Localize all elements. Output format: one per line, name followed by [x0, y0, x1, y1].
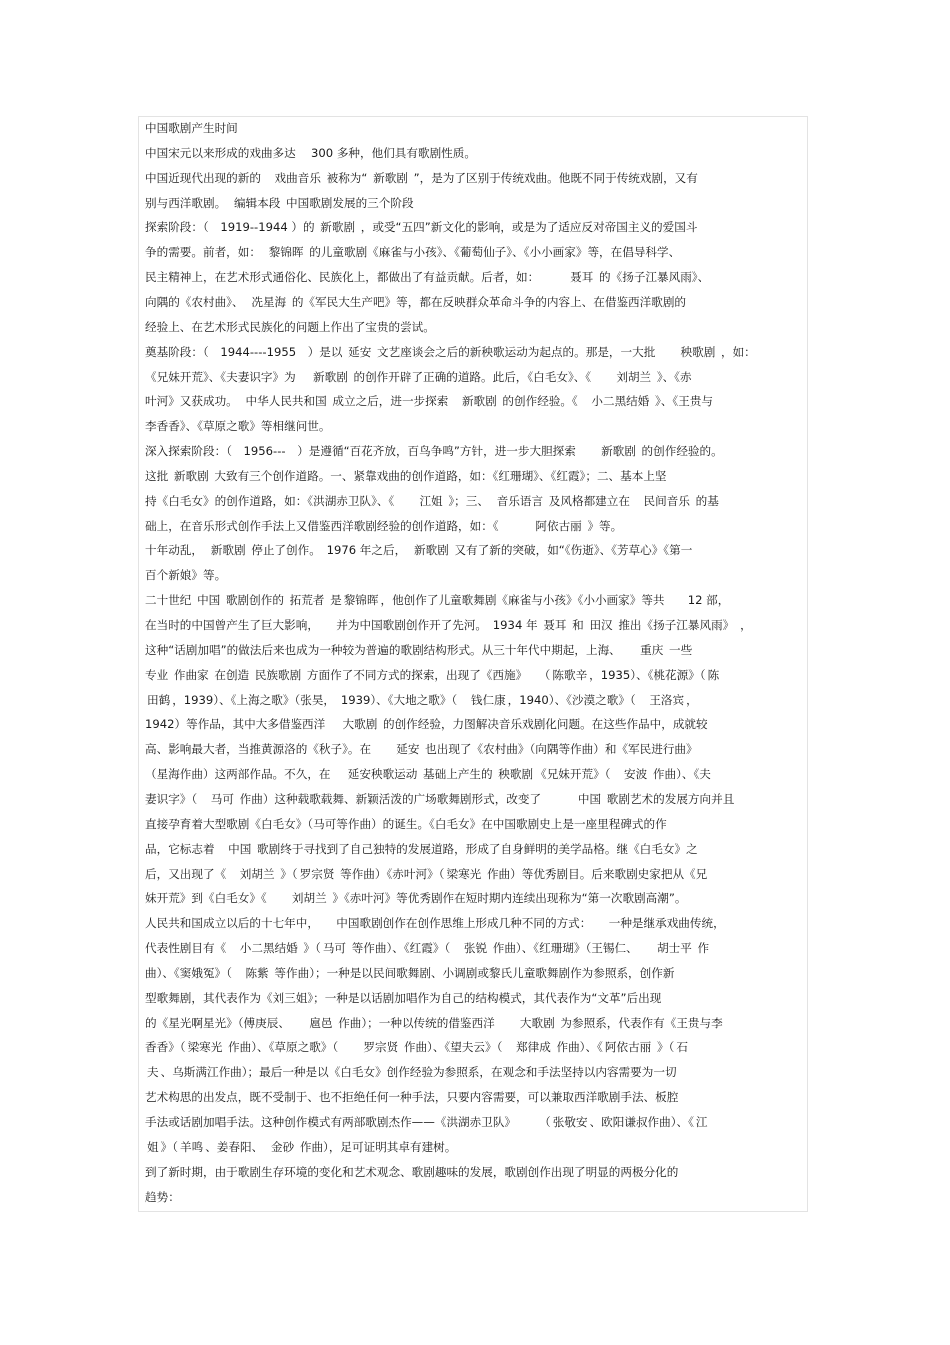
text-segment: ，他创作了儿童歌舞剧《麻雀与小孩》《小小画家》等共 12 部， — [380, 593, 730, 608]
text-line — [145, 370, 803, 384]
hyperlink[interactable]: 民族歌剧 — [254, 667, 302, 682]
hyperlink[interactable]: 田鹤 — [147, 692, 171, 707]
text-segment: 争的需要。前者，如： — [145, 245, 267, 260]
text-line — [145, 693, 803, 707]
text-segment: 歌剧创作的 — [222, 593, 288, 608]
text-segment: 的《军民大生产吧》等，都在反映群众革命斗争的内容上、在借鉴西洋歌剧的 — [288, 294, 687, 309]
hyperlink[interactable]: 阿依古丽 — [604, 1040, 652, 1055]
hyperlink[interactable]: 王洛宾 — [649, 692, 685, 707]
text-line — [145, 1165, 803, 1179]
text-line — [145, 444, 803, 458]
hyperlink[interactable]: 中国 — [228, 841, 252, 856]
text-segment: 经验上、在艺术形式民族化的问题上作出了宝贵的尝试。 — [145, 319, 435, 334]
hyperlink[interactable]: 江 — [695, 1115, 708, 1129]
text-segment: 基础上产生的 — [419, 767, 497, 782]
hyperlink[interactable]: 陈歌辛 — [552, 667, 588, 682]
text-segment: 持《白毛女》的创作道路，如：《洪湖赤卫队》、《 — [145, 493, 418, 508]
hyperlink[interactable]: 大歌剧 — [519, 1015, 555, 1030]
text-line — [145, 394, 803, 408]
hyperlink[interactable]: 田汉 — [589, 618, 613, 632]
text-line — [145, 419, 803, 433]
hyperlink[interactable]: 聂耳 — [543, 618, 567, 632]
hyperlink[interactable]: 黎锦晖 — [268, 245, 304, 260]
text-segment: 的创作经验，力图解决音乐戏剧化问题。在这些作品中，成就较 — [379, 717, 708, 732]
text-segment: 》（ — [653, 1040, 675, 1055]
text-segment: 的创作经验的。 — [637, 444, 723, 459]
text-line — [145, 916, 803, 930]
hyperlink[interactable]: 中国 — [577, 791, 602, 806]
text-segment: （星海作曲）这两部作品。不久，在 — [145, 767, 346, 782]
text-segment: ， — [686, 692, 698, 707]
text-segment: 作 — [693, 941, 710, 956]
text-segment: 被称为“ — [322, 170, 372, 185]
text-segment: 曲）、《窦娥冤》（ — [145, 965, 244, 980]
text-segment: 和 — [568, 618, 588, 632]
text-segment: 》（ — [299, 941, 321, 956]
text-segment: 作曲），足可证明其卓有建树。 — [296, 1139, 457, 1154]
hyperlink[interactable]: 聂耳 — [570, 270, 594, 285]
text-segment: 中国歌剧产生时间 — [145, 121, 238, 135]
text-line — [145, 1040, 803, 1054]
text-line — [145, 891, 803, 905]
hyperlink[interactable]: 刘胡兰 — [291, 891, 327, 906]
text-segment: 歌剧终于寻找到了自己独特的发展道路，形成了自身鲜明的美学品格。继《白毛女》之 — [253, 841, 698, 856]
text-segment: 》《赤叶河》等优秀剧作在短时期内连续出现称为“第一次歌剧高潮”。 — [328, 891, 687, 906]
text-line — [145, 320, 803, 334]
text-line — [145, 270, 803, 284]
text-segment: 作曲）、《草原之歌》（ — [224, 1040, 362, 1055]
document-page — [138, 116, 808, 1212]
text-segment: 为参照系，代表作有《王贵与李 — [556, 1015, 723, 1030]
hyperlink[interactable]: 马可 — [322, 941, 347, 956]
text-line — [145, 966, 803, 980]
hyperlink[interactable]: 阿依古丽 — [535, 518, 582, 533]
text-segment: 李香香》、《草原之歌》等相继问世。 — [145, 419, 331, 434]
hyperlink[interactable]: 马可 — [210, 791, 234, 806]
hyperlink[interactable]: 戏曲音乐 — [274, 170, 321, 185]
text-line — [145, 1115, 803, 1129]
text-line — [145, 1190, 803, 1204]
hyperlink[interactable]: 延安秧歌运动 — [347, 767, 418, 782]
hyperlink[interactable]: 延安 — [396, 742, 420, 757]
hyperlink[interactable]: 郑律成 — [516, 1040, 551, 1055]
text-segment: 这批 — [145, 468, 172, 483]
text-segment: 的创作经验。《 — [498, 394, 590, 409]
hyperlink[interactable]: 安波 — [624, 767, 648, 782]
text-segment: 百个新娘》等。 — [145, 568, 227, 583]
text-segment: 在当时的中国曾产生了巨大影响， 并为中国歌剧创作开了先河。 1934 年 — [145, 618, 542, 632]
text-segment: 文艺座谈会之后的新秧歌运动为起点的。那是，一大批 — [373, 344, 679, 359]
hyperlink[interactable]: 作曲家 — [173, 667, 209, 682]
text-segment: 叶河》又获成功。 — [145, 394, 244, 409]
text-line — [145, 494, 803, 508]
hyperlink[interactable]: 新歌剧 — [601, 444, 636, 459]
hyperlink[interactable]: 刘胡兰 — [239, 866, 275, 881]
text-segment: 别与西洋歌剧。 — [145, 195, 232, 210]
text-line — [145, 1140, 803, 1154]
text-segment: 的《星光啊星光》（傅庚辰、 — [145, 1015, 308, 1030]
text-segment: 在创造 — [210, 667, 253, 682]
text-segment: 中国宋元以来形成的戏曲多达 300 多种，他们具有歌剧性质。 — [145, 145, 476, 160]
text-segment: 停止了创作。 1976 年之后， — [247, 543, 412, 558]
hyperlink[interactable]: 音乐语言 — [496, 493, 544, 508]
text-segment: 、欧阳谦叔作曲）、《 — [589, 1115, 694, 1129]
hyperlink[interactable]: 冼星海 — [251, 294, 287, 309]
text-line — [145, 245, 803, 259]
text-segment: 手法或话剧加唱手法。这种创作模式有两部歌剧杰作——《洪湖赤卫队》 （ — [145, 1115, 551, 1129]
hyperlink[interactable]: 江姐 — [419, 493, 443, 508]
text-line — [145, 543, 803, 557]
hyperlink[interactable]: 中国 — [197, 593, 221, 608]
hyperlink[interactable]: 羊鸣 — [180, 1139, 204, 1154]
text-line — [145, 867, 803, 881]
text-segment: 的基 — [691, 493, 719, 508]
hyperlink[interactable]: 罗宗贤 — [363, 1040, 399, 1055]
text-segment: 十年动乱， — [145, 543, 209, 558]
text-line — [145, 171, 803, 185]
text-line — [145, 941, 803, 955]
hyperlink[interactable]: 小二黑结婚 — [591, 394, 650, 409]
hyperlink[interactable]: 民间音乐 — [643, 493, 690, 508]
text-segment: 的儿童歌剧《麻雀与小孩》、《葡萄仙子》、《小小画家》等，在倡导科学、 — [305, 245, 681, 260]
text-segment: 歌剧艺术的发展方向并且 — [603, 791, 735, 806]
text-line — [145, 643, 803, 657]
text-segment: 直接孕育着大型歌剧《白毛女》（马可等作曲）的诞生。《白毛女》在中国歌剧史上是一座里程碑式的作 — [145, 816, 667, 831]
hyperlink[interactable]: 新歌剧 — [413, 543, 449, 558]
text-segment: 《兄妹开荒》、《夫妻识字》为 — [145, 369, 311, 384]
hyperlink[interactable]: 钱仁康 — [470, 692, 506, 707]
text-line — [145, 568, 803, 582]
text-segment: 中国近现代出现的新的 — [145, 170, 273, 185]
text-line — [145, 991, 803, 1005]
hyperlink[interactable]: 金砂 — [270, 1139, 295, 1154]
text-segment: 妻识字》（ — [145, 791, 209, 806]
text-segment: ，1935）、《桃花源》（ — [589, 667, 706, 682]
text-line — [145, 842, 803, 856]
text-segment: 中国歌剧发展的三个阶段 — [282, 195, 414, 210]
hyperlink[interactable]: 罗宗贤 — [299, 866, 335, 881]
text-segment: 、姜春阳、 — [205, 1139, 269, 1154]
hyperlink[interactable]: 拓荒者 — [289, 593, 325, 608]
text-line — [145, 618, 803, 632]
hyperlink[interactable]: 扈邑 — [309, 1015, 333, 1030]
text-segment: 成立之后，进一步探索 — [328, 394, 460, 409]
hyperlink[interactable]: 新歌剧 — [313, 369, 348, 384]
text-segment: 》、《王贵与 — [651, 394, 714, 409]
hyperlink[interactable]: 张敬安 — [552, 1115, 588, 1129]
text-segment: 等作曲）《赤叶河》（ — [336, 866, 445, 881]
text-segment: 方面作了不同方式的探索，出现了《西施》 （ — [303, 667, 551, 682]
text-segment: 础上，在音乐形式创作手法上又借鉴西洋歌剧经验的创作道路，如：《 — [145, 518, 534, 533]
text-segment: 作曲）、《 — [552, 1040, 603, 1055]
text-line — [145, 742, 803, 756]
text-segment: 》等。 — [583, 518, 623, 533]
text-line — [145, 220, 803, 234]
hyperlink[interactable]: 石 — [676, 1040, 688, 1055]
text-segment: 到了新时期，由于歌剧生存环境的变化和艺术观念、歌剧趣味的发展，歌剧创作出现了明显的两极分化的 — [145, 1164, 679, 1179]
text-line — [145, 519, 803, 533]
text-line — [145, 121, 803, 135]
text-segment: ”，是为了区别于传统戏曲。他既不同于传统戏剧，又有 — [409, 170, 698, 185]
hyperlink[interactable]: 小二黑结婚 — [239, 941, 298, 956]
text-segment: 、乌斯满江作曲）；最后一种是以《白毛女》创作经验为参照系，在观念和手法坚持以内容需要为一切 — [160, 1065, 677, 1080]
hyperlink[interactable]: 黎锦晖 — [343, 593, 379, 608]
hyperlink[interactable]: 张锐 — [463, 941, 488, 956]
hyperlink[interactable]: 梁寒光 — [446, 866, 482, 881]
text-segment: 的《扬子江暴风雨》、 — [595, 270, 710, 285]
text-segment: ，1940）、《沙漠之歌》（ — [507, 692, 648, 707]
hyperlink[interactable]: 胡士平 — [657, 941, 692, 956]
text-segment: 妹开荒》到《白毛女》《 — [145, 891, 290, 906]
hyperlink[interactable]: 重庆 — [640, 642, 664, 657]
text-segment: 趋势： — [145, 1189, 180, 1204]
hyperlink[interactable]: 秧歌剧 — [680, 344, 716, 359]
text-segment: 型歌舞剧，其代表作为《刘三姐》；一种是以话剧加唱作为自己的结构模式，其代表作为“文革”后出现 — [145, 990, 662, 1005]
text-segment: 及风格都建立在 — [545, 493, 642, 508]
text-segment: 香香》（ — [145, 1040, 186, 1055]
hyperlink[interactable]: 新歌剧 — [373, 170, 408, 185]
text-segment: 《兄妹开荒》（ — [535, 767, 623, 782]
text-segment: 人民共和国成立以后的十七年中， 中国歌剧创作在创作思维上形成几种不同的方式： 一种是继承戏曲传统， — [145, 916, 725, 931]
text-segment: 等作曲）、《红霞》（ — [348, 941, 462, 956]
hyperlink[interactable]: 刘胡兰 — [616, 369, 652, 384]
hyperlink[interactable]: 新歌剧 — [320, 220, 356, 235]
text-segment: ，或受“五四”新文化的影响，或是为了适应反对帝国主义的爱国斗 — [357, 220, 698, 235]
text-line — [145, 717, 803, 731]
hyperlink[interactable]: 新歌剧 — [173, 468, 209, 483]
text-line — [145, 295, 803, 309]
text-line — [145, 1065, 803, 1079]
hyperlink[interactable]: 新歌剧 — [461, 394, 497, 409]
text-line — [145, 345, 803, 359]
text-segment: 探索阶段：（ 1919--1944 ）的 — [145, 220, 319, 235]
text-segment: 这种“话剧加唱”的做法后来也成为一种较为普遍的歌剧结构形式。从三十年代中期起，上海、 — [145, 642, 639, 657]
text-segment: 向隅的《农村曲》、 — [145, 294, 250, 309]
hyperlink[interactable]: 大歌剧 — [342, 717, 378, 732]
text-line — [145, 469, 803, 483]
text-segment: 二十世纪 — [145, 593, 196, 608]
text-segment: ，1939）、《上海之歌》（张昊， 1939）、《大地之歌》（ — [172, 692, 469, 707]
hyperlink[interactable]: 新歌剧 — [210, 543, 246, 558]
text-segment: 深入探索阶段：（ 1956--- ）是遵循“百花齐放，百鸟争鸣”方针，进一步大胆探索 — [145, 444, 600, 459]
text-line — [145, 1090, 803, 1104]
hyperlink[interactable]: 陈紫 — [245, 965, 269, 980]
text-line — [145, 593, 803, 607]
text-segment: 》（ — [160, 1139, 178, 1154]
text-segment: 高、影响最大者，当推黄源洛的《秋子》。在 — [145, 742, 395, 757]
text-segment: 1942）等作品，其中大多借鉴西洋 — [145, 717, 341, 732]
text-line — [145, 817, 803, 831]
hyperlink[interactable]: 夫 — [147, 1065, 159, 1080]
text-line — [145, 792, 803, 806]
text-segment: 推出《扬子江暴风雨》 ， — [614, 618, 752, 632]
text-segment: 作曲）；一种以传统的借鉴西洋 — [334, 1015, 518, 1030]
text-line — [145, 1016, 803, 1030]
text-segment: 作曲）、《红珊瑚》（王锡仁、 — [489, 941, 656, 956]
text-segment: 作曲）、《望夫云》（ — [400, 1040, 515, 1055]
text-line — [145, 196, 803, 210]
text-segment: 专业 — [145, 667, 172, 682]
text-segment: 等作曲）；一种是以民间歌舞剧、小调剧或黎氏儿童歌舞剧作为参照系，创作新 — [270, 965, 675, 980]
text-segment: 》、《赤 — [653, 369, 692, 384]
text-segment: 一些 — [665, 642, 693, 657]
hyperlink[interactable]: 中华人民共和国 — [245, 394, 327, 409]
text-segment: 后，又出现了《 — [145, 866, 238, 881]
hyperlink[interactable]: 梁寒光 — [187, 1040, 223, 1055]
hyperlink[interactable]: 姐 — [147, 1139, 159, 1154]
text-segment: 是 — [326, 593, 342, 608]
text-segment: 又有了新的突破，如“《伤逝》、《芳草心》《第一 — [450, 543, 693, 558]
text-line — [145, 146, 803, 160]
text-segment: 大致有三个创作道路。一、紧靠戏曲的创作道路，如：《红珊瑚》、《红霞》；二、基本上坚 — [210, 468, 667, 483]
text-line — [145, 767, 803, 781]
text-segment: 作曲）、《夫 — [649, 767, 711, 782]
hyperlink[interactable]: 秧歌剧 — [498, 767, 534, 782]
text-segment: 作曲）这种载歌载舞、新颖活泼的广场歌舞剧形式，改变了 — [235, 791, 576, 806]
text-line — [145, 668, 803, 682]
text-segment: 奠基阶段：（ 1944----1955 ）是以 — [145, 344, 347, 359]
text-segment: 也出现了《农村曲》（向隅等作曲）和《军民进行曲》 — [421, 742, 698, 757]
hyperlink[interactable]: 延安 — [348, 344, 372, 359]
text-segment: 品，它标志着 — [145, 841, 227, 856]
text-segment: 作曲）等优秀剧目。后来歌剧史家把从《兄 — [483, 866, 708, 881]
text-segment: 民主精神上，在艺术形式通俗化、民族化上，都做出了有益贡献。后者，如： — [145, 270, 569, 285]
text-segment: ，如： — [717, 344, 756, 359]
text-segment: 代表性剧目有《 — [145, 941, 238, 956]
hyperlink[interactable]: 编辑本段 — [233, 195, 281, 210]
text-segment: 艺术构思的出发点，既不受制于、也不拒绝任何一种手法，只要内容需要，可以兼取西洋歌剧手法、板腔 — [145, 1090, 679, 1105]
text-segment: 的创作开辟了正确的道路。此后，《白毛女》、《 — [349, 369, 615, 384]
text-segment: 》（ — [276, 866, 298, 881]
text-segment: 》；三、 — [444, 493, 495, 508]
hyperlink[interactable]: 陈 — [707, 667, 720, 682]
